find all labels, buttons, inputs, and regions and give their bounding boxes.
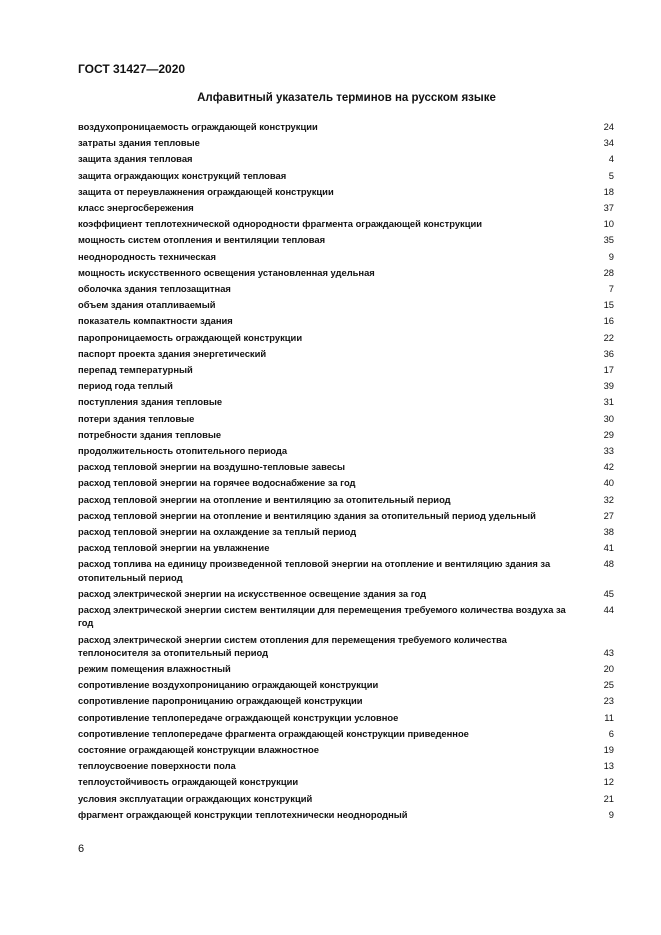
- index-entry: [78, 266, 614, 279]
- index-term: мощность искусственного освещения установленная удельная: [78, 266, 375, 278]
- index-page-ref: 13: [603, 760, 614, 772]
- index-entry: [78, 541, 614, 554]
- index-page-ref: 44: [603, 604, 614, 616]
- index-term: расход тепловой энергии на воздушно-тепловые завесы: [78, 461, 346, 473]
- index-term: сопротивление теплопередаче ограждающей конструкции условное: [78, 711, 399, 723]
- index-term: перепад температурный: [78, 364, 193, 376]
- index-page-ref: 16: [603, 315, 614, 327]
- index-term: период года теплый: [78, 380, 173, 392]
- index-entry: [78, 250, 614, 263]
- index-entry: [78, 775, 614, 788]
- index-entry: [78, 808, 614, 821]
- index-entry: [78, 727, 614, 740]
- index-page-ref: 6: [608, 727, 614, 739]
- index-entry: [78, 444, 614, 457]
- index-term: паропроницаемость ограждающей конструкции: [78, 331, 303, 343]
- index-entry: [78, 759, 614, 772]
- index-entry: [78, 792, 614, 805]
- index-term: расход тепловой энергии на отопление и вентиляцию здания за отопительный период удельный: [78, 509, 536, 521]
- index-term: расход тепловой энергии на горячее водоснабжение за год: [78, 477, 356, 489]
- index-term: расход тепловой энергии на охлаждение за теплый период: [78, 526, 357, 538]
- index-entry: [78, 603, 614, 629]
- index-page-ref: 38: [603, 526, 614, 538]
- index-entry: [78, 217, 614, 230]
- index-page-ref: 18: [603, 185, 614, 197]
- index-page-ref: 42: [603, 461, 614, 473]
- index-term: расход тепловой энергии на увлажнение: [78, 542, 270, 554]
- index-page-ref: 21: [603, 792, 614, 804]
- index-page-ref: 9: [608, 808, 614, 820]
- index-entry: [78, 152, 614, 165]
- index-entry: [78, 395, 614, 408]
- index-term: расход тепловой энергии на отопление и вентиляцию за отопительный период: [78, 493, 451, 505]
- index-page-ref: 34: [603, 137, 614, 149]
- index-entry: [78, 711, 614, 724]
- index-entry: [78, 743, 614, 756]
- index-entry: [78, 347, 614, 360]
- index-entry: [78, 120, 614, 133]
- index-term: условия эксплуатации ограждающих конструкций: [78, 792, 313, 804]
- index-term: затраты здания тепловые: [78, 137, 200, 149]
- index-page-ref: 22: [603, 331, 614, 343]
- index-term: защита от переувлажнения ограждающей конструкции: [78, 185, 334, 197]
- index-page-ref: 20: [603, 662, 614, 674]
- index-term: фрагмент ограждающей конструкции теплотехнически неоднородный: [78, 808, 408, 820]
- index-page-ref: 4: [608, 153, 614, 165]
- index-term: мощность систем отопления и вентиляции тепловая: [78, 234, 326, 246]
- index-term: состояние ограждающей конструкции влажностное: [78, 743, 319, 755]
- index-term: сопротивление воздухопроницанию ограждающей конструкции: [78, 679, 379, 691]
- index-term: объем здания отапливаемый: [78, 299, 216, 311]
- index-term: коэффициент теплотехнической однородности фрагмента ограждающей конструкции: [78, 218, 483, 230]
- index-page-ref: 45: [603, 587, 614, 599]
- index-term: теплоусвоение поверхности пола: [78, 760, 236, 772]
- index-title: Алфавитный указатель терминов на русском языке: [197, 92, 496, 104]
- index-term: защита ограждающих конструкций тепловая: [78, 169, 287, 181]
- index-page-ref: 37: [603, 202, 614, 214]
- index-term: воздухопроницаемость ограждающей конструкции: [78, 121, 318, 132]
- index-page-ref: 15: [603, 299, 614, 311]
- index-entry: [78, 298, 614, 311]
- index-page-ref: 7: [608, 283, 614, 295]
- index-page-ref: 5: [608, 169, 614, 181]
- index-entry: [78, 233, 614, 246]
- index-term: режим помещения влажностный: [78, 662, 231, 674]
- index-entry: [78, 185, 614, 198]
- index-term: сопротивление теплопередаче фрагмента ограждающей конструкции приведенное: [78, 727, 469, 739]
- index-entry: [78, 476, 614, 489]
- index-page-ref: 17: [603, 364, 614, 376]
- index-term: расход электрической энергии систем отопления для перемещения требуемого количества теплоносителя за отопительный период: [78, 633, 507, 658]
- index-term: продолжительность отопительного периода: [78, 445, 288, 457]
- index-entry: [78, 136, 614, 149]
- index-entry: [78, 509, 614, 522]
- index-page-ref: 29: [603, 428, 614, 440]
- index-term: сопротивление паропроницанию ограждающей конструкции: [78, 695, 363, 707]
- index-page-ref: 11: [604, 711, 614, 723]
- index-page-ref: 19: [603, 743, 614, 755]
- index-page-ref: 30: [603, 412, 614, 424]
- index-entry: [78, 587, 614, 600]
- index-entry: [78, 363, 614, 376]
- index-term: класс энергосбережения: [78, 202, 194, 214]
- index-term: неоднородность техническая: [78, 250, 216, 262]
- index-entry: [78, 460, 614, 473]
- index-entry: [78, 428, 614, 441]
- index-entry: [78, 633, 614, 659]
- index-entry: [78, 557, 614, 583]
- index-entry: [78, 282, 614, 295]
- index-term: потребности здания тепловые: [78, 428, 222, 440]
- index-term: поступления здания тепловые: [78, 396, 223, 408]
- index-term: защита здания тепловая: [78, 153, 193, 165]
- index-page-ref: 40: [603, 477, 614, 489]
- index-term: показатель компактности здания: [78, 315, 233, 327]
- index-page-ref: 36: [603, 347, 614, 359]
- index-entry: [78, 379, 614, 392]
- index-page-ref: 25: [603, 679, 614, 691]
- index-entry: [78, 694, 614, 707]
- index-entry: [78, 331, 614, 344]
- index-page-ref: 31: [603, 396, 614, 408]
- index-page-ref: 48: [603, 558, 614, 570]
- index-page-ref: 24: [603, 121, 614, 132]
- index-entry: [78, 493, 614, 506]
- index-page-ref: 28: [603, 266, 614, 278]
- index-entry: [78, 525, 614, 538]
- index-page-ref: 32: [603, 493, 614, 505]
- index-entry: [78, 314, 614, 327]
- index-page-ref: 43: [603, 646, 614, 658]
- index-page-ref: 23: [603, 695, 614, 707]
- standard-designation: ГОСТ 31427—2020: [78, 62, 186, 76]
- index-term: расход электрической энергии на искусственное освещение здания за год: [78, 587, 427, 599]
- index-term: паспорт проекта здания энергетический: [78, 347, 267, 359]
- index-page-ref: 35: [603, 234, 614, 246]
- index-term: оболочка здания теплозащитная: [78, 283, 231, 295]
- index-page-ref: 27: [603, 509, 614, 521]
- index-entry: [78, 678, 614, 691]
- index-entries: [78, 120, 614, 824]
- index-term: теплоустойчивость ограждающей конструкции: [78, 776, 299, 788]
- index-page-ref: 39: [603, 380, 614, 392]
- index-term: потери здания тепловые: [78, 412, 195, 424]
- page-number: 6: [78, 843, 85, 855]
- index-term: расход электрической энергии систем вентиляции для перемещения требуемого количества воздуха за год: [78, 604, 566, 629]
- index-page-ref: 41: [603, 542, 614, 554]
- index-page-ref: 33: [603, 445, 614, 457]
- index-entry: [78, 201, 614, 214]
- index-page-ref: 12: [603, 776, 614, 788]
- index-page-ref: 9: [608, 250, 614, 262]
- index-page-ref: 10: [603, 218, 614, 230]
- index-term: расход топлива на единицу произведенной тепловой энергии на отопление и вентиляцию здания за отопительный период: [78, 558, 551, 583]
- index-entry: [78, 662, 614, 675]
- index-entry: [78, 412, 614, 425]
- index-entry: [78, 169, 614, 182]
